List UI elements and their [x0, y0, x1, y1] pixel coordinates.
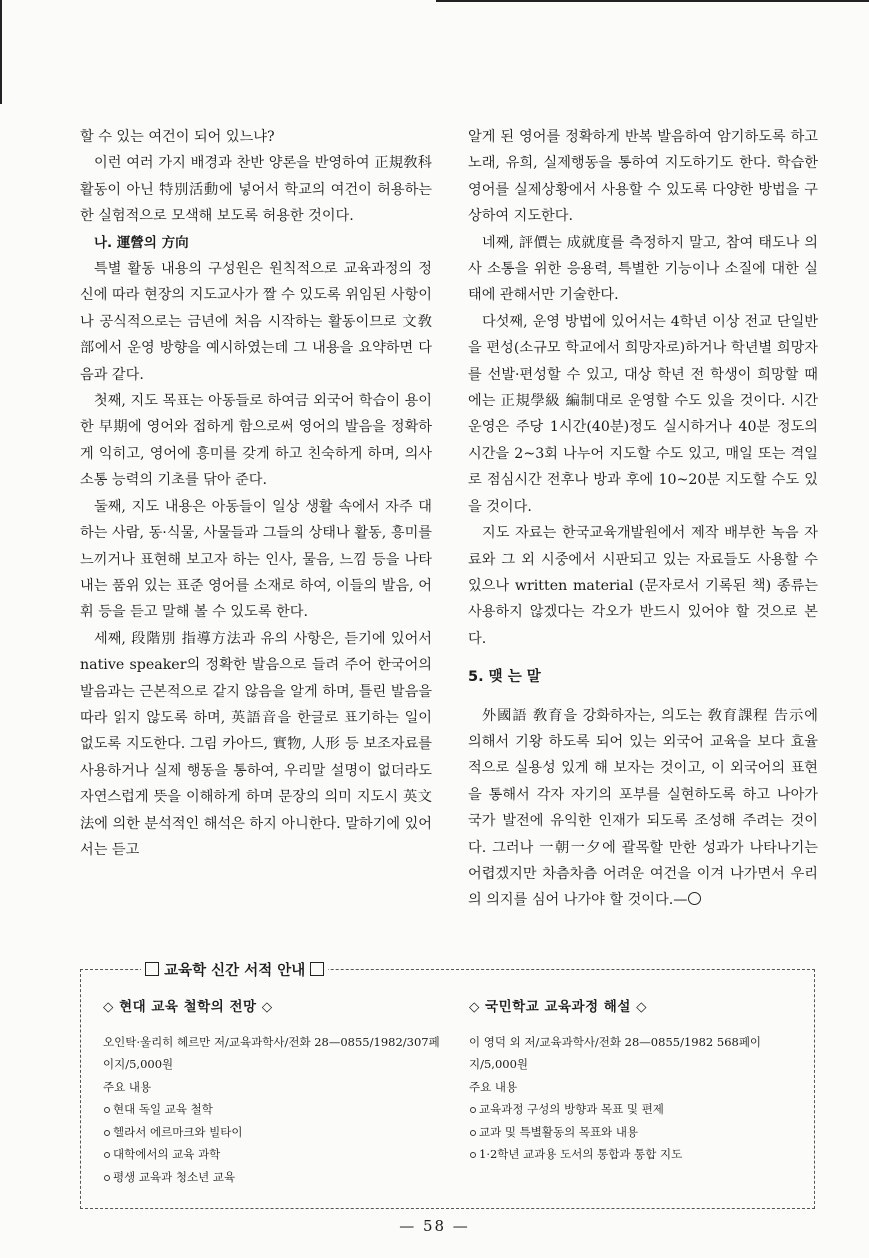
paragraph: 알게 된 영어를 정확하게 반복 발음하여 암기하도록 하고 노래, 유희, 실제행동을 통하여 지도하기도 한다. 학습한 영어를 실제상황에서 사용할 수 있도록 다양한 방법을 구상하여 지도한다. — [468, 129, 818, 225]
right-column — [468, 124, 818, 914]
list-item: 평생 교육과 청소년 교육 — [103, 1166, 443, 1189]
left-column — [80, 124, 432, 863]
top-rule — [436, 0, 869, 2]
book-notice-box — [80, 963, 815, 1209]
book-entry — [103, 996, 443, 1188]
paragraph: 세째, 段階別 指導方法과 유의 사항은, 듣기에 있어서 native speaker의 정확한 발음으로 들려 주어 한국어의 발음과는 근본적으로 같지 않음을 알게 하며, 틀린 발음을 따라 읽지 않도록 하며, 英語音을 한글로 표기하는 일이 없도록 지도한다. 그림 카아드, 實物, 人形 등 보조자료를 사용하거나 실제 행동을 통하여, 우리말 설명이 없더라도 자연스럽게 뜻을 이해하게 하며 문장의 의미 지도시 英文法에 의한 분석적인 해석은 하지 아니한다. 말하기에 있어서는 듣고 — [80, 630, 432, 858]
contents-label: 주요 내용 — [469, 1079, 518, 1094]
paragraph: 네째, 評價는 成就度를 측정하지 말고, 참여 태도나 의사 소통을 위한 응용력, 특별한 기능이나 소질에 대한 실태에 관해서만 기술한다. — [468, 234, 818, 304]
end-mark-icon — [688, 892, 701, 905]
book-info: 이 영덕 외 저/교육과학사/전화 28—0855/1982 568페이지/5,000원 — [469, 1034, 762, 1071]
book-title: ◇ 현대 교육 철학의 전망 ◇ — [103, 999, 273, 1015]
paragraph: 둘째, 지도 내용은 아동들이 일상 생활 속에서 자주 대하는 사람, 동·식물, 사물들과 그들의 상태나 활동, 흥미를 느끼거나 표현해 보고자 하는 인사, 물음, 느낌 등을 나타내는 품위 있는 표준 영어를 소재로 하여, 이들의 발음, 어휘 등을 듣고 말해 볼 수 있도록 한다. — [80, 498, 432, 621]
square-icon — [145, 962, 159, 976]
paragraph: 지도 자료는 한국교육개발원에서 제작 배부한 녹음 자료와 그 외 시중에서 시판되고 있는 자료들도 사용할 수 있으나 written material (문자로서 기록된 책) 종류는 사용하지 않겠다는 각오가 반드시 있어야 할 것으로 본다. — [468, 525, 818, 647]
paragraph: 이런 여러 가지 배경과 찬반 양론을 반영하여 正規敎科 활동이 아닌 特別活動에 넣어서 학교의 여건이 허용하는 한 실험적으로 모색해 보도록 허용한 것이다. — [80, 155, 432, 225]
paragraph-text: 外國語 敎育을 강화하자는, 의도는 敎育課程 告示에 의해서 기왕 하도록 되어 있는 외국어 교육을 보다 효율적으로 실용성 있게 해 보자는 것이고, 이 외국어의 표현을 통해서 각자 자기의 포부를 실현하도록 하고 나아가 국가 발전에 유익한 인재가 되도록 조성해 주려는 것이다. 그러나 一朝一夕에 괄목할 만한 성과가 나타나기는 어렵겠지만 차츰차츰 어려운 여건을 이겨 나가면서 우리의 의지를 심어 나가야 할 것이다.— — [468, 707, 818, 909]
list-item: 헬라서 에르마크와 빌타이 — [103, 1121, 443, 1144]
paragraph — [468, 703, 818, 914]
book-entry — [469, 996, 801, 1166]
paragraph: 할 수 있는 여건이 되어 있느냐? — [80, 129, 275, 145]
contents-list — [103, 1098, 443, 1188]
left-edge-rule — [0, 0, 2, 104]
list-item: 대학에서의 교육 과학 — [103, 1143, 443, 1166]
book-title: ◇ 국민학교 교육과정 해설 ◇ — [469, 999, 647, 1015]
page-number: — 58 — — [399, 1217, 470, 1235]
list-item: 교과 및 특별활동의 목표와 내용 — [469, 1121, 801, 1144]
box-title — [141, 959, 328, 980]
paragraph: 특별 활동 내용의 구성원은 원칙적으로 교육과정의 정신에 따라 현장의 지도교사가 짤 수 있도록 위임된 사항이나 공식적으로는 금년에 처음 시작하는 활동이므로 文敎部에서 운영 방향을 예시하였는데 그 내용을 요약하면 다음과 같다. — [80, 261, 432, 383]
contents-list — [469, 1098, 801, 1166]
list-item: 교육과정 구성의 방향과 목표 및 편제 — [469, 1098, 801, 1121]
section-heading: 5. 맺 는 말 — [468, 669, 541, 686]
contents-label: 주요 내용 — [103, 1079, 152, 1094]
list-item: 1·2학년 교과용 도서의 통합과 통합 지도 — [469, 1143, 801, 1166]
square-icon — [310, 962, 324, 976]
section-heading: 나. 運營의 方向 — [94, 234, 189, 251]
book-info: 오인탁·울리히 헤르만 저/교육과학사/전화 28—0855/1982/307페이지/5,000원 — [103, 1034, 440, 1071]
paragraph: 첫째, 지도 목표는 아동들로 하여금 외국어 학습이 용이한 早期에 영어와 접하게 함으로써 영어의 발음을 정확하게 익히고, 영어에 흥미를 갖게 하고 친숙하게 하며, 의사 소통 능력의 기초를 닦아 준다. — [80, 393, 432, 489]
paragraph: 다섯째, 운영 방법에 있어서는 4학년 이상 전교 단일반을 편성(소규모 학교에서 희망자로)하거나 학년별 희망자를 선발·편성할 수 있고, 대상 학년 전 학생이 희망할 때에는 正規學級 編制대로 운영할 수도 있을 것이다. 시간 운영은 주당 1시간(40분)정도 실시하거나 40분 정도의 시간을 2~3회 나누어 지도할 수도 있고, 매일 또는 격일로 점심시간 전후나 방과 후에 10~20분 지도할 수도 있을 것이다. — [468, 313, 818, 515]
box-title-text: 교육학 신간 서적 안내 — [164, 963, 306, 979]
list-item: 현대 독일 교육 철학 — [103, 1098, 443, 1121]
